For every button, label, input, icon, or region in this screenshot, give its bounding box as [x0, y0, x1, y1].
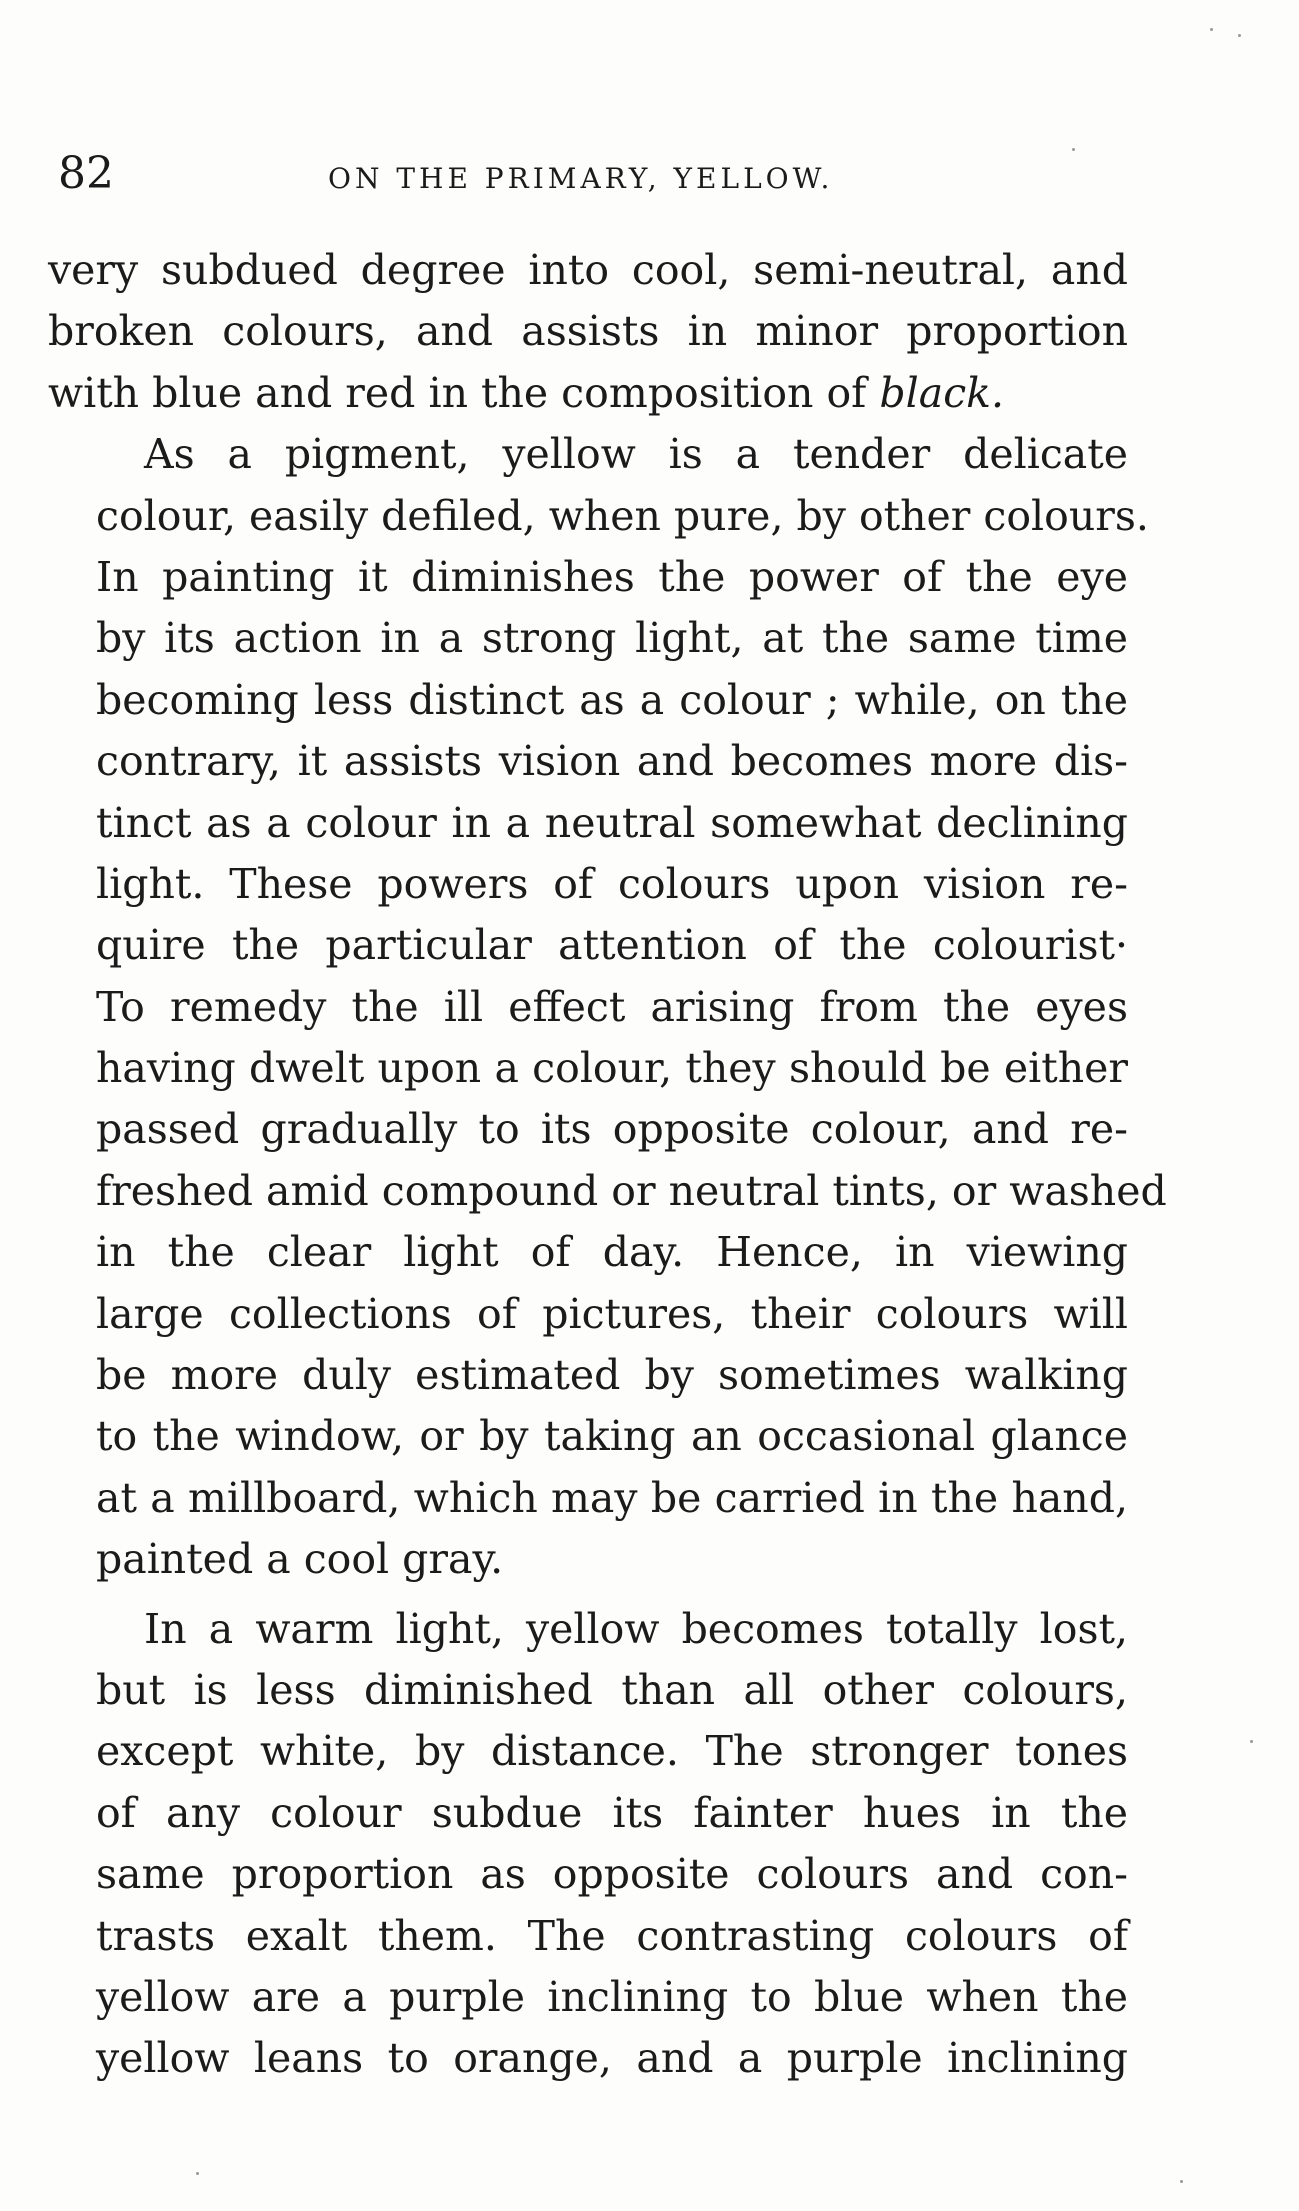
text-line: light. These powers of colours upon vision re- — [96, 859, 1128, 908]
text-line: at a millboard, which may be carried in the hand, — [96, 1473, 1128, 1522]
paper-speck — [1250, 1740, 1253, 1743]
text-line: in the clear light of day. Hence, in viewing — [96, 1228, 1128, 1277]
text-line: same proportion as opposite colours and con- — [96, 1850, 1128, 1899]
text-line: by its action in a strong light, at the same time — [96, 614, 1128, 663]
paragraph-1 — [48, 240, 1128, 424]
text-line: As a pigment, yellow is a tender delicate — [144, 430, 1128, 479]
text-line: contrary, it assists vision and becomes more dis- — [96, 737, 1128, 786]
text-line: except white, by distance. The stronger tones — [96, 1727, 1128, 1776]
running-head — [58, 148, 1138, 208]
paragraph-3 — [48, 1599, 1128, 2090]
text-line: having dwelt upon a colour, they should be either — [96, 1044, 1128, 1093]
text-line: yellow are a purple inclining to blue when the — [96, 1972, 1128, 2021]
running-head-title: ON THE PRIMARY, YELLOW. — [328, 162, 834, 195]
text-line: In painting it diminishes the power of the eye — [96, 552, 1128, 601]
paper-speck — [1072, 148, 1075, 151]
paper-speck — [196, 2172, 199, 2175]
text-line: passed gradually to its opposite colour, and re- — [96, 1105, 1128, 1154]
text-line: quire the particular attention of the colourist· — [96, 921, 1128, 970]
text-line: to the window, or by taking an occasional glance — [96, 1412, 1128, 1461]
text-line: be more duly estimated by sometimes walking — [96, 1351, 1128, 1400]
paper-speck — [1238, 34, 1241, 37]
text-line: very subdued degree into cool, semi-neutral, and — [48, 246, 1128, 294]
text-line: To remedy the ill effect arising from the eyes — [96, 982, 1128, 1031]
page-number: 82 — [58, 148, 114, 199]
text-line: In a warm light, yellow becomes totally lost, — [144, 1604, 1128, 1653]
paper-speck — [1210, 28, 1213, 31]
text-line: of any colour subdue its fainter hues in the — [96, 1788, 1128, 1837]
text-line: large collections of pictures, their colours will — [96, 1289, 1128, 1338]
paper-speck — [1180, 2180, 1183, 2183]
text-span: with blue and red in the composition of — [48, 368, 880, 417]
paragraph-2 — [48, 424, 1167, 1590]
italic-word-black: black. — [879, 368, 1005, 417]
text-line: but is less diminished than all other colours, — [96, 1665, 1128, 1714]
text-line — [48, 363, 1128, 424]
text-line: freshed amid compound or neutral tints, or washed — [96, 1166, 1167, 1215]
body-text — [48, 240, 1167, 2090]
text-line: colour, easily defiled, when pure, by other colours. — [96, 491, 1149, 540]
text-line: becoming less distinct as a colour ; while, on the — [96, 675, 1128, 724]
text-line: yellow leans to orange, and a purple inclining — [96, 2034, 1128, 2083]
text-line: tinct as a colour in a neutral somewhat declining — [96, 798, 1128, 847]
text-line: painted a cool gray. — [96, 1535, 504, 1584]
text-line: trasts exalt them. The contrasting colours of — [96, 1911, 1128, 1960]
text-line: broken colours, and assists in minor proportion — [48, 307, 1128, 356]
